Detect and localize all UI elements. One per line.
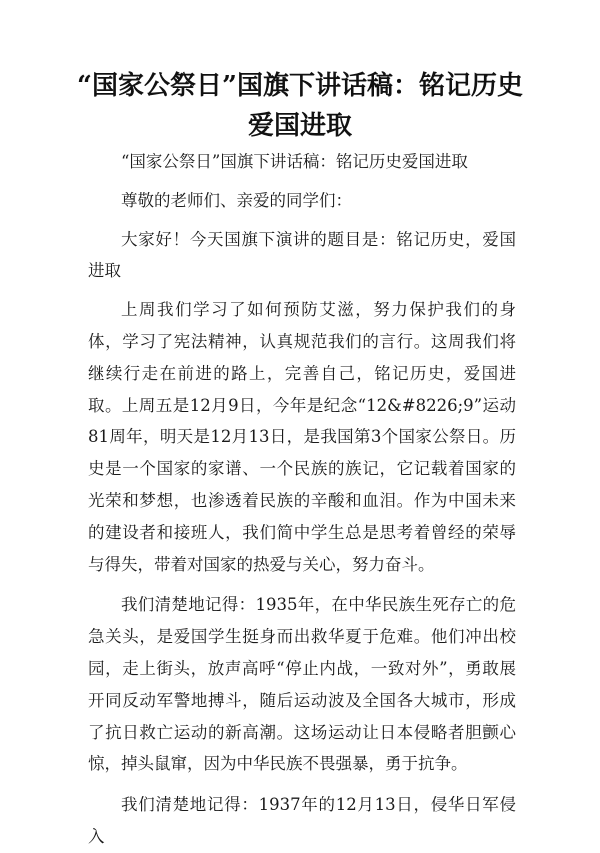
- paragraph-intro: 上周我们学习了如何预防艾滋，努力保护我们的身体，学习了宪法精神，认真规范我们的言行。这周我们将继续行走在前进的路上，完善自己，铭记历史，爱国进取。上周五是12月9日，今年是纪念“12&#8226;9”运动81周年，明天是12月13日，是我国第3个国家公祭日。历史是一个国家的家谱、一个民族的族记，它记载着国家的光荣和梦想，也渗透着民族的辛酸和血泪。作为中国未来的建设者和接班人，我们简中学生总是思考着曾经的荣辱与得失，带着对国家的热爱与关心，努力奋斗。: [88, 300, 516, 574]
- paragraph-1935: 我们清楚地记得：1935年，在中华民族生死存亡的危急关头，是爱国学生挺身而出救华夏于危难。他们冲出校园，走上街头，放声高呼“停止内战，一致对外”，勇敢展开同反动军警地搏斗，随后运动波及全国各大城市，形成了抗日救亡运动的新高潮。这场运动让日本侵略者胆颤心惊，掉头鼠窜，因为中华民族不畏强暴，勇于抗争。: [88, 595, 516, 774]
- document-body: [88, 146, 516, 853]
- paragraph-salutation: 尊敬的老师们、亲爱的同学们：: [121, 190, 352, 210]
- paragraph-greeting: 大家好！今天国旗下演讲的题目是：铭记历史，爱国进取: [88, 229, 516, 281]
- paragraph-subtitle: “国家公祭日”国旗下讲话稿：铭记历史爱国进取: [121, 152, 468, 171]
- paragraph-1937: 我们清楚地记得：1937年的12月13日，侵华日军侵入: [88, 795, 516, 846]
- document-title: “国家公祭日”国旗下讲话稿：铭记历史 爱国进取: [77, 71, 523, 141]
